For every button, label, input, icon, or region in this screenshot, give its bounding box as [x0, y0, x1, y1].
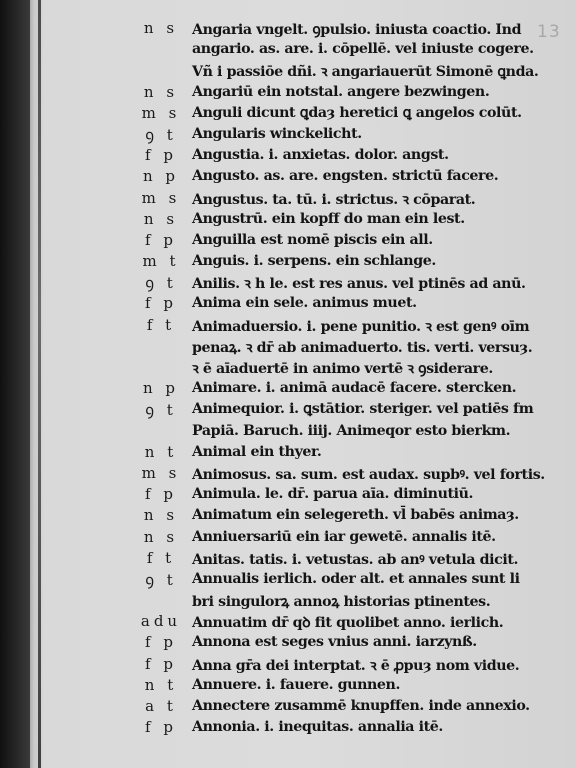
- entry-text: Animal ein thyer.: [192, 443, 322, 460]
- entry-row: [0, 717, 576, 738]
- entry-text: Angaria vngelt. ꝯpulsio. iniusta coactio. Ind: [192, 22, 522, 38]
- entry-text: Animosus. sa. sum. est audax. supbꝰ. vel fortis.: [192, 466, 545, 483]
- entry-marker: a t: [145, 697, 177, 715]
- entry-marker: m s: [141, 463, 181, 482]
- entry-row: [0, 548, 576, 569]
- entry-text: Annonia. i. inequitas. annalia itē.: [192, 719, 443, 736]
- entry-continuation-text: ꝛ ē aīaduertē in animo vertē ꝛ ꝯsiderare.: [192, 361, 493, 377]
- entry-marker: m t: [142, 252, 180, 271]
- entry-continuation-text: Papiā. Baruch. iiij. Animeqor esto bierkm.: [192, 422, 511, 439]
- entry-row: [0, 60, 576, 81]
- entry-row: [0, 103, 576, 124]
- entry-marker: f p: [145, 718, 177, 737]
- entry-continuation-text: penaꝝ. ꝛ dr̄ ab animaduerto. tis. verti. versuȝ.: [192, 339, 533, 356]
- entry-row: [0, 357, 576, 378]
- entry-marker: n s: [143, 527, 179, 546]
- entry-row: [0, 527, 576, 548]
- entry-row: [0, 315, 576, 336]
- entry-text: Animula. le. dr̄. parua aīa. diminutiū.: [192, 486, 474, 503]
- entry-marker: f p: [145, 294, 177, 313]
- entry-marker: f p: [145, 654, 177, 673]
- entry-row: [0, 251, 576, 272]
- entry-text: Anguli dicunt ꝗdaȝ heretici ꝗ angelos colūt.: [192, 104, 522, 121]
- entry-marker: ꝯ t: [145, 401, 177, 420]
- entry-row: [0, 463, 576, 484]
- entry-row: [0, 399, 576, 420]
- entry-row: [0, 484, 576, 505]
- entry-text: Angustrū. ein kopff do man ein lest.: [192, 210, 465, 227]
- entry-marker: n t: [144, 442, 178, 461]
- entry-text: Angularis winckelicht.: [192, 125, 362, 142]
- entry-row: [0, 188, 576, 209]
- entry-marker: f p: [145, 485, 177, 504]
- entry-marker: ꝯ t: [145, 125, 177, 144]
- entry-text: Animatum ein selegereth. vl̄ babēs animaȝ.: [192, 507, 519, 524]
- entry-marker: adu: [140, 612, 182, 631]
- entry-marker: n s: [143, 506, 179, 525]
- entry-marker: n p: [142, 379, 180, 398]
- entry-row: [0, 611, 576, 632]
- entry-text: Annuere. i. fauere. gunnen.: [192, 676, 400, 693]
- entry-row: [0, 18, 576, 39]
- entry-text: Anguilla est nomē piscis ein all.: [192, 231, 433, 248]
- entry-marker: n s: [143, 82, 179, 101]
- entry-marker: f t: [146, 548, 176, 567]
- entry-row: [0, 696, 576, 717]
- dictionary-entries: [0, 18, 576, 738]
- entry-text: Annectere zusammē knupffen. inde annexio.: [192, 698, 530, 714]
- entry-marker: n p: [142, 167, 180, 186]
- entry-row: [0, 124, 576, 145]
- entry-text: Angusto. as. are. engsten. strictū facere.: [192, 168, 499, 185]
- entry-row: [0, 654, 576, 675]
- entry-text: Anima ein sele. animus muet.: [192, 295, 417, 312]
- entry-row: [0, 166, 576, 187]
- entry-text: Animaduersio. i. pene punitio. ꝛ est genꝰ oīm: [192, 318, 530, 335]
- entry-text: Angustia. i. anxietas. dolor. angst.: [192, 147, 449, 164]
- entry-row: [0, 82, 576, 103]
- entry-row: [0, 272, 576, 293]
- entry-marker: n s: [143, 19, 179, 37]
- entry-row: [0, 293, 576, 314]
- entry-row: [0, 209, 576, 230]
- entry-text: Anguis. i. serpens. ein schlange.: [192, 253, 436, 270]
- entry-row: [0, 230, 576, 251]
- entry-marker: n t: [144, 675, 178, 694]
- entry-marker: ꝯ t: [145, 570, 177, 589]
- entry-marker: m s: [141, 103, 181, 122]
- entry-marker: n s: [143, 209, 179, 228]
- entry-row: [0, 336, 576, 357]
- entry-text: Anitas. tatis. i. vetustas. ab anꝰ vetula dicit.: [192, 551, 519, 568]
- entry-row: [0, 145, 576, 166]
- entry-row: [0, 378, 576, 399]
- entry-text: Anniuersariū ein iar gewetē. annalis itē.: [192, 528, 496, 545]
- entry-row: [0, 421, 576, 442]
- entry-row: [0, 675, 576, 696]
- entry-continuation-text: bri singulorꝝ annoꝝ historias ptinentes.: [192, 594, 491, 611]
- entry-marker: f p: [145, 633, 177, 652]
- entry-row: [0, 569, 576, 590]
- entry-row: [0, 442, 576, 463]
- entry-text: Annualis ierlich. oder alt. et annales sunt li: [192, 570, 520, 587]
- entry-text: Anna gr̄a dei interptat. ꝛ ē ꝓpuȝ nom vidue.: [192, 657, 520, 674]
- entry-text: Angariū ein notstal. angere bezwingen.: [192, 83, 490, 100]
- entry-row: [0, 39, 576, 60]
- entry-continuation-text: angario. as. are. i. cōpellē. vel iniuste cogere.: [192, 41, 534, 58]
- entry-text: Angustus. ta. tū. i. strictus. ꝛ cōparat.: [192, 191, 476, 208]
- entry-row: [0, 505, 576, 526]
- entry-marker: ꝯ t: [145, 274, 177, 293]
- entry-text: Annuatim dr̄ qꝺ fit quolibet anno. ierlich.: [192, 615, 504, 632]
- entry-row: [0, 632, 576, 653]
- entry-marker: m s: [141, 188, 181, 207]
- entry-text: Animequior. i. ꝗstātior. steriger. vel patiēs fm: [192, 401, 534, 418]
- entry-marker: f t: [146, 315, 176, 334]
- entry-text: Anilis. ꝛ h le. est res anus. vel ptinēs ad anū.: [192, 276, 526, 293]
- entry-row: [0, 590, 576, 611]
- entry-continuation-text: Vñ i passiōe dñi. ꝛ angariauerūt Simonē ꝗnda.: [192, 64, 539, 81]
- folio-number: 13: [537, 22, 561, 42]
- entry-text: Animare. i. animā audacē facere. stercken.: [192, 380, 517, 397]
- entry-marker: f p: [145, 146, 177, 165]
- entry-text: Annona est seges vnius anni. iarzynß.: [192, 634, 477, 651]
- entry-marker: f p: [145, 230, 177, 249]
